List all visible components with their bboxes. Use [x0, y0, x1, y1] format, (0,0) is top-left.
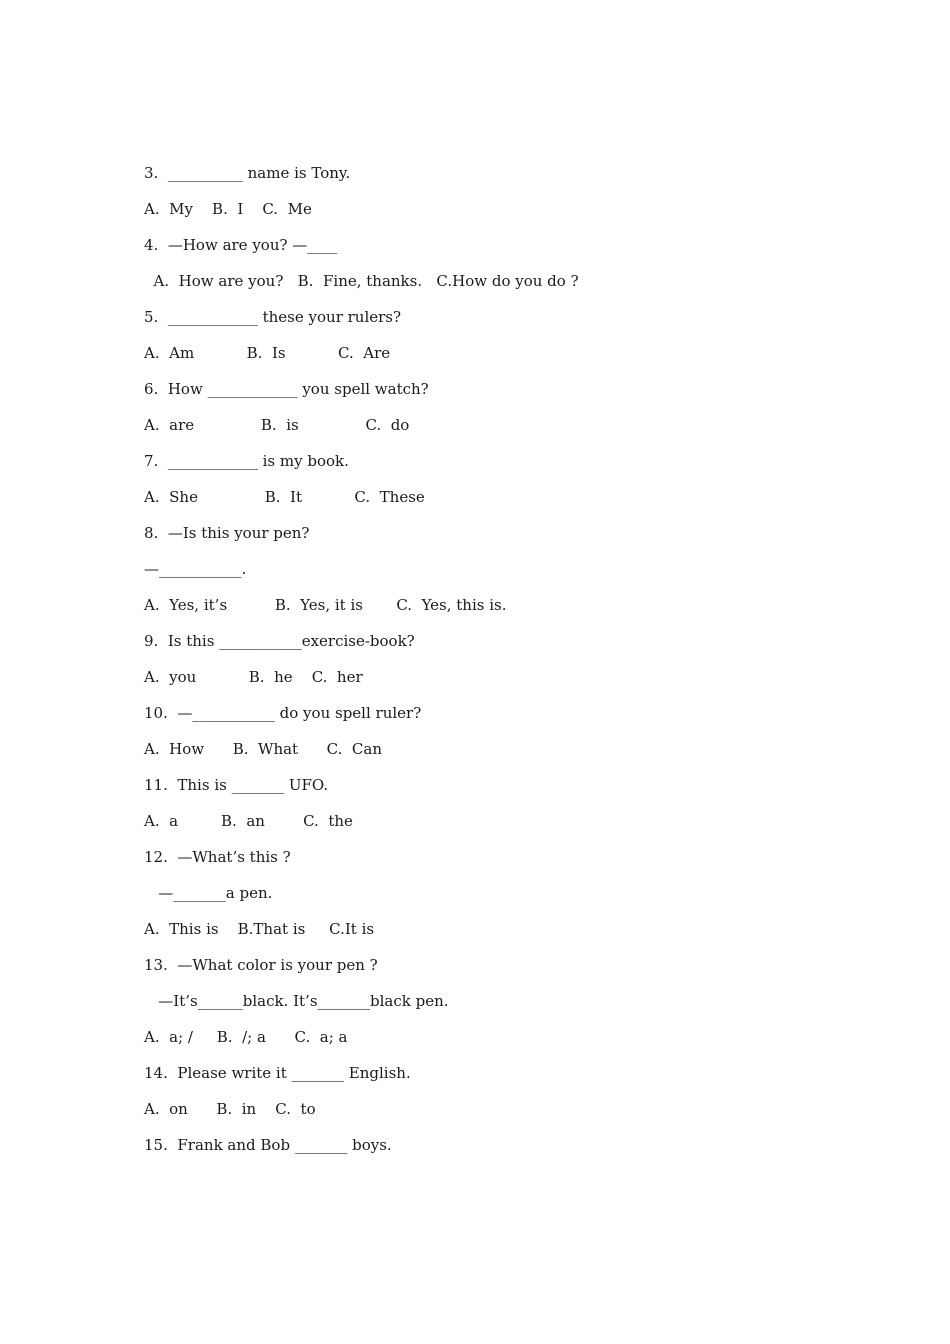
options-11: A. a B. an C. the [144, 812, 353, 830]
options-14: A. on B. in C. to [144, 1100, 316, 1118]
question-3: 3. __________ name is Tony. [144, 164, 351, 182]
options-4: A. How are you? B. Fine, thanks. C.How do you do ? [144, 272, 579, 290]
options-12: A. This is B.That is C.It is [144, 920, 375, 938]
options-3: A. My B. I C. Me [144, 200, 312, 218]
options-7: A. She B. It C. These [144, 488, 425, 506]
question-11: 11. This is _______ UFO. [144, 776, 329, 794]
question-6: 6. How ____________ you spell watch? [144, 380, 429, 398]
question-14: 14. Please write it _______ English. [144, 1064, 411, 1082]
question-15: 15. Frank and Bob _______ boys. [144, 1136, 392, 1154]
question-13-answer: —It’s______black. It’s_______black pen. [144, 992, 449, 1010]
question-12: 12. —What’s this ? [144, 848, 291, 866]
options-5: A. Am B. Is C. Are [144, 344, 391, 362]
options-10: A. How B. What C. Can [144, 740, 383, 758]
question-12-answer: —_______a pen. [144, 884, 273, 902]
question-4: 4. —How are you? —____ [144, 236, 338, 254]
question-9: 9. Is this ___________exercise-book? [144, 632, 415, 650]
options-8: A. Yes, it’s B. Yes, it is C. Yes, this is. [144, 596, 507, 614]
question-5: 5. ____________ these your rulers? [144, 308, 402, 326]
question-8-answer: —___________. [144, 560, 247, 578]
options-9: A. you B. he C. her [144, 668, 363, 686]
question-8: 8. —Is this your pen? [144, 524, 310, 542]
question-13: 13. —What color is your pen ? [144, 956, 378, 974]
options-6: A. are B. is C. do [144, 416, 410, 434]
question-7: 7. ____________ is my book. [144, 452, 349, 470]
question-10: 10. —___________ do you spell ruler? [144, 704, 422, 722]
options-13: A. a; / B. /; a C. a; a [144, 1028, 348, 1046]
